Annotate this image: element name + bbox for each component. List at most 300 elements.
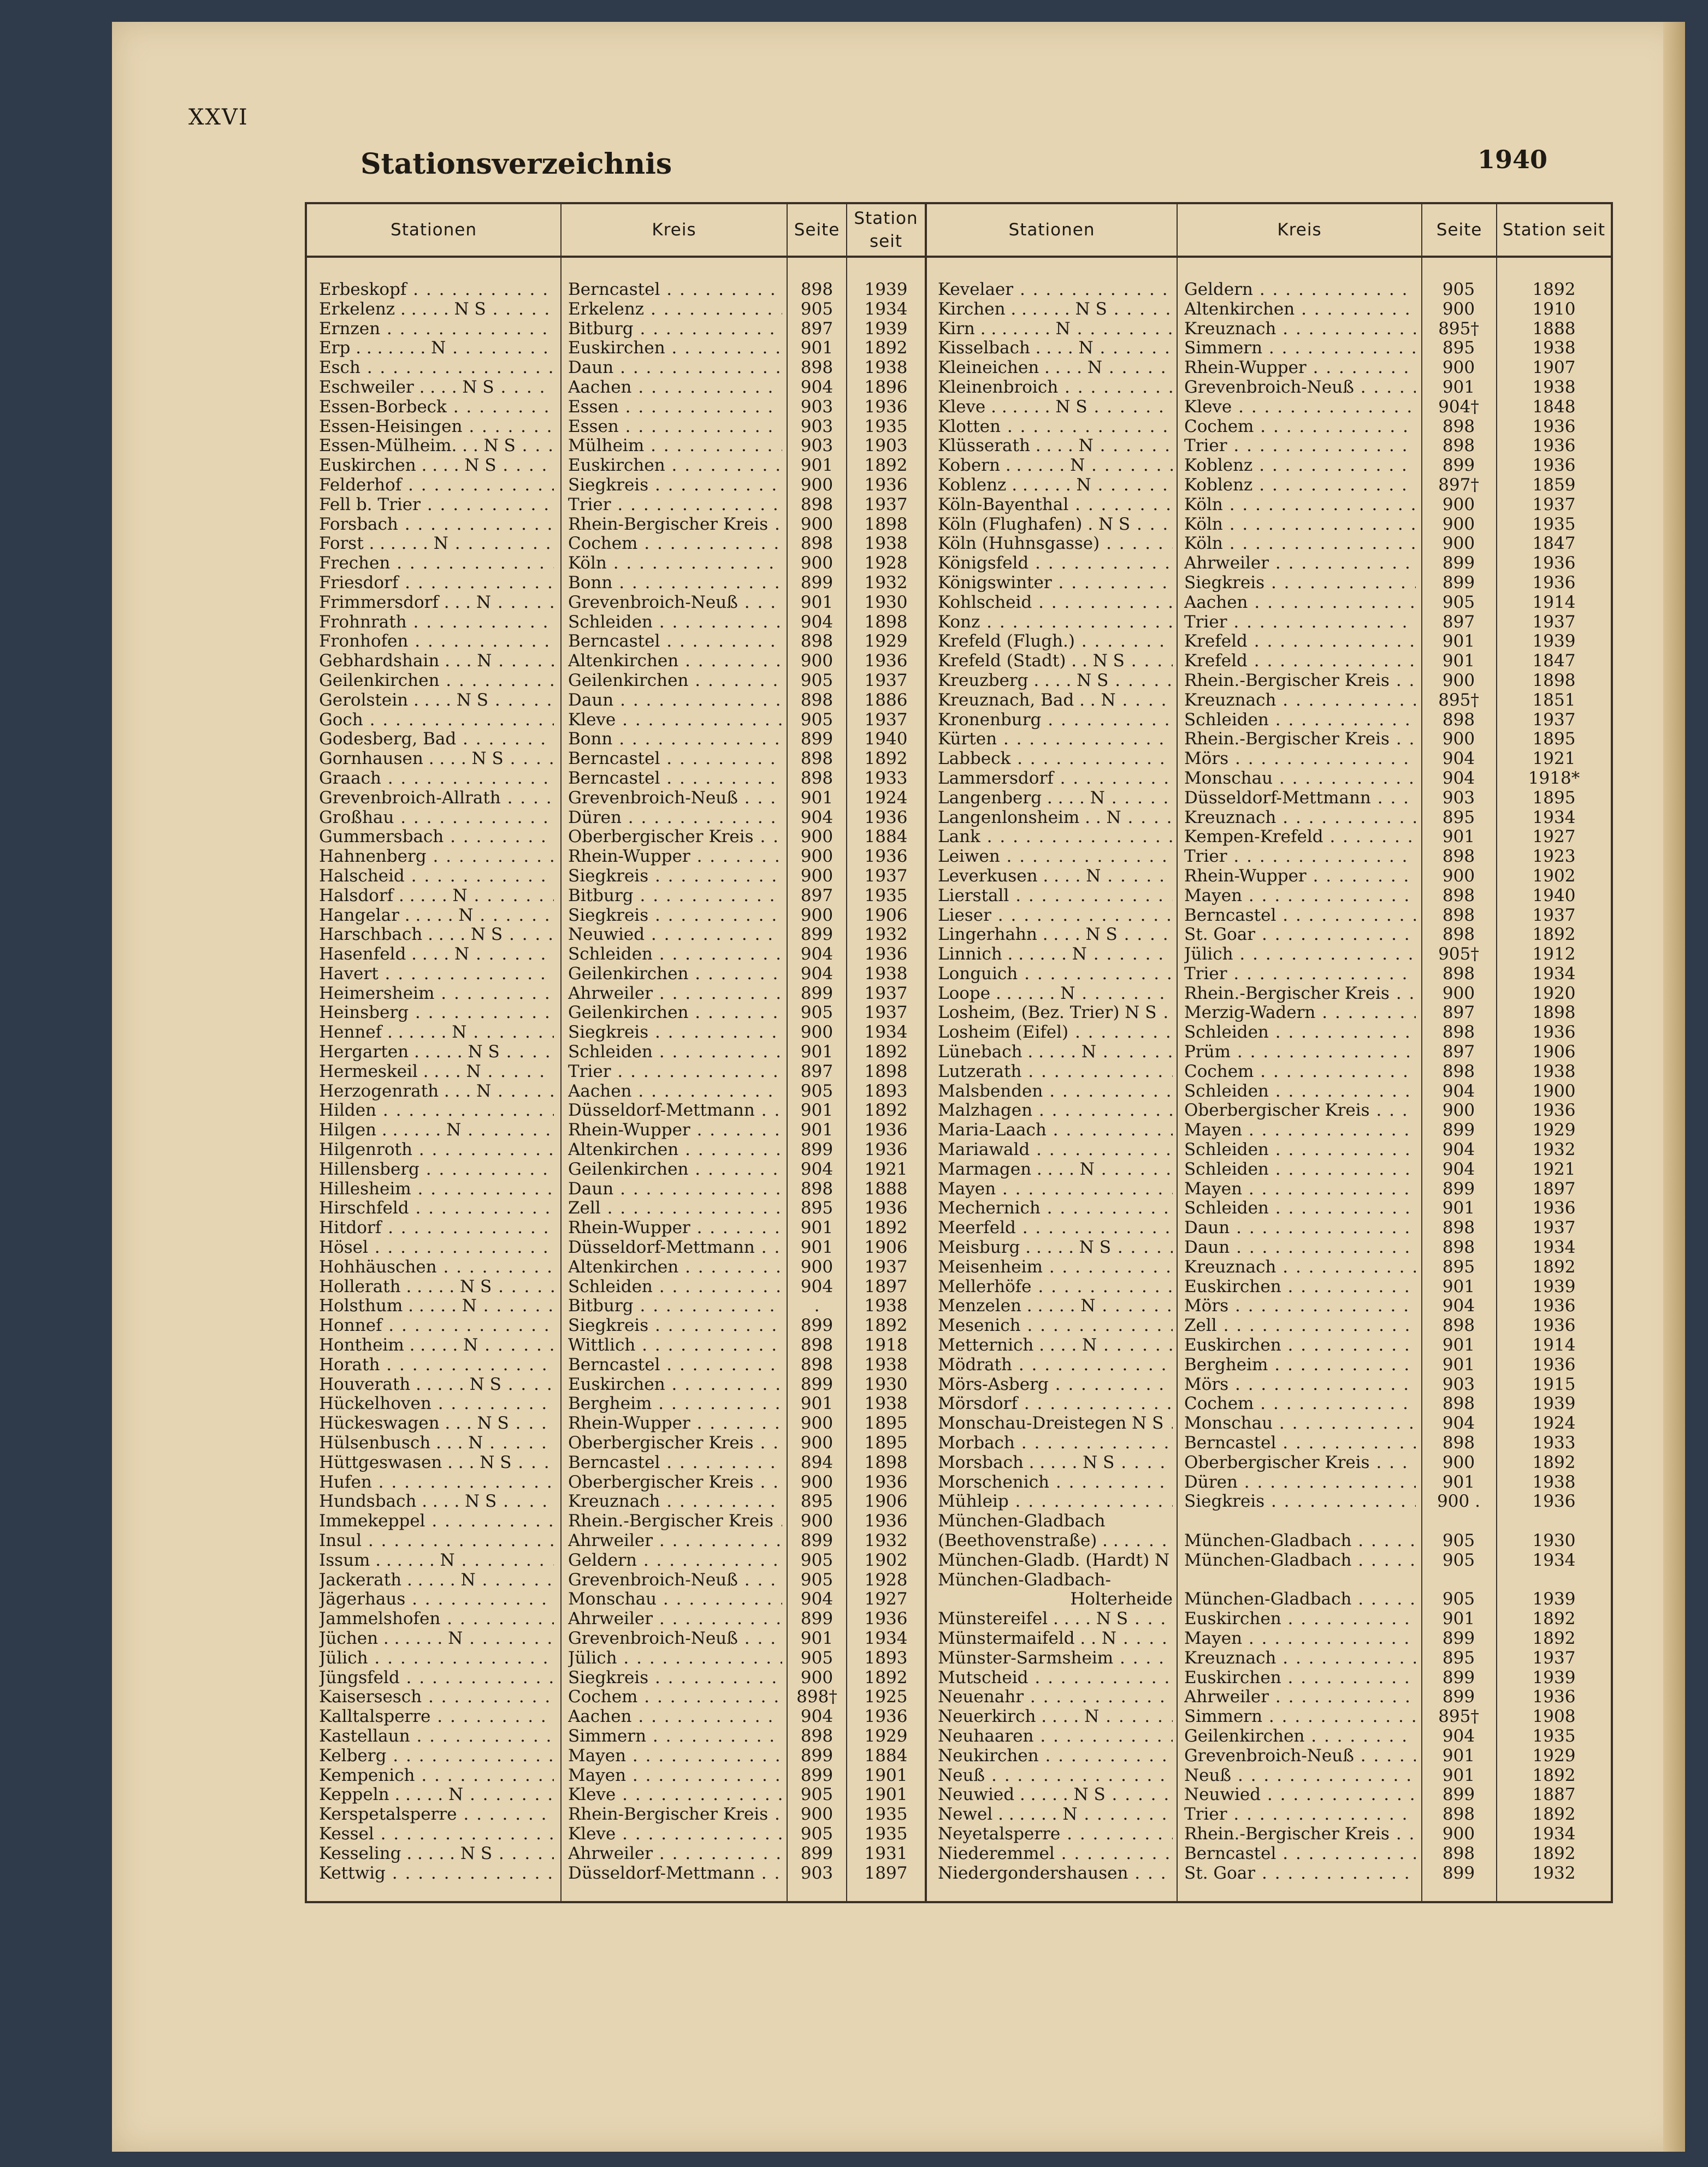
table-row	[927, 1238, 1613, 1257]
table-row	[927, 1668, 1613, 1688]
kreis-name: Berncastel . . .	[568, 749, 782, 768]
kreis-name: Düren . . .	[568, 808, 782, 827]
kreis-name: Kreuznach . . .	[568, 1491, 782, 1511]
station-seit-value: 1895	[1532, 729, 1576, 749]
station-name: Mellerhöfe . . .	[938, 1277, 1173, 1296]
station-name: Kaisersesch . . .	[319, 1687, 554, 1707]
kreis-name: Bitburg . . .	[568, 886, 782, 905]
kreis-name: Rhein-Wupper . . .	[568, 1218, 782, 1238]
seite-value: 895	[1442, 338, 1475, 358]
station-seit-value: 1892	[864, 455, 908, 476]
table-row	[927, 1687, 1613, 1707]
seite-value: 903	[800, 436, 834, 456]
station-name: Gerolstein . . . . N S . . .	[319, 690, 554, 710]
seite-value: 901	[800, 1238, 834, 1258]
station-name: Neuwied . . . . . N S . . .	[938, 1785, 1173, 1804]
table-row	[307, 1844, 925, 1863]
station-name: Kisselbach . . . . N . . .	[938, 338, 1173, 358]
station-seit-value: 1933	[864, 768, 908, 788]
station-seit-value: 1914	[1532, 1335, 1576, 1355]
table-row	[927, 1550, 1613, 1570]
station-seit-value: 1935	[864, 1804, 908, 1825]
seite-value: 905	[1442, 280, 1475, 299]
station-name: Kleineichen . . . . N . . .	[938, 358, 1173, 377]
station-seit-value: 1888	[1532, 318, 1576, 339]
station-name: Malzhagen . . .	[938, 1100, 1173, 1120]
station-seit-value: 1938	[864, 534, 908, 554]
table-row	[307, 925, 925, 944]
station-seit-value: 1937	[864, 983, 908, 1003]
station-name: Gebhardshain . . . N . . .	[319, 651, 554, 671]
table-row	[307, 1766, 925, 1785]
table-row	[927, 1394, 1613, 1413]
station-name: Hontheim . . . . . N . . .	[319, 1335, 554, 1355]
kreis-name: Simmern . . .	[1184, 1707, 1416, 1726]
kreis-name: Zell . . .	[568, 1198, 782, 1218]
kreis-name: Kleve . . .	[1184, 397, 1416, 417]
station-seit-value: 1932	[864, 572, 908, 593]
seite-value: 899	[1442, 1863, 1475, 1883]
kreis-name: Berncastel . . .	[568, 1453, 782, 1472]
seite-value: 905	[800, 1648, 834, 1668]
station-seit-value: 1936	[1532, 553, 1576, 573]
table-row	[927, 1316, 1613, 1335]
station-name: Monschau-Dreistegen N S . . .	[938, 1413, 1173, 1433]
seite-value: 894	[800, 1452, 834, 1472]
station-seit-value: 1936	[1532, 572, 1576, 593]
seite-value: 904†	[1438, 396, 1479, 417]
kreis-name: Mayen . . .	[568, 1766, 782, 1785]
station-name: Kirchen . . . . . . N S . . .	[938, 299, 1173, 319]
seite-value: 898	[1442, 1061, 1475, 1081]
station-seit-value: 1936	[1532, 416, 1576, 436]
kreis-name: München-Gladbach . . .	[1184, 1550, 1416, 1570]
station-name: Neuß . . .	[938, 1766, 1173, 1785]
seite-value: 898	[1442, 709, 1475, 730]
station-name: Kirn . . . . . . . N . . .	[938, 319, 1173, 339]
station-seit-value: 1937	[864, 1003, 908, 1023]
seite-value: 905	[1442, 1589, 1475, 1609]
table-row	[927, 1648, 1613, 1668]
table-row	[927, 710, 1613, 730]
kreis-name: Berncastel . . .	[1184, 905, 1416, 925]
station-name: Euskirchen . . . . N S . . .	[319, 455, 554, 475]
station-seit-value: 1898	[1532, 1003, 1576, 1023]
table-row	[927, 1335, 1613, 1355]
station-name: Heinsberg . . .	[319, 1003, 554, 1022]
seite-value: 898	[1442, 905, 1475, 925]
header-station-seit-right: Station seit	[1502, 220, 1606, 240]
kreis-name: Rhein-Wupper . . .	[1184, 866, 1416, 886]
kreis-name: Aachen . . .	[1184, 593, 1416, 612]
kreis-name: Schleiden . . .	[1184, 1022, 1416, 1042]
station-name: Lünebach . . . . . N . . .	[938, 1042, 1173, 1062]
seite-value: 898	[800, 749, 834, 769]
kreis-name: Siegkreis . . .	[568, 475, 782, 495]
station-name: Halscheid . . .	[319, 866, 554, 886]
station-name: Hösel . . .	[319, 1238, 554, 1257]
seite-value: 905	[800, 1785, 834, 1805]
station-seit-value: 1932	[1532, 1863, 1576, 1883]
seite-value: 897	[1442, 612, 1475, 632]
seite-value: 905†	[1438, 944, 1479, 964]
kreis-name: Wittlich . . .	[568, 1335, 782, 1355]
seite-value: 899	[1442, 1179, 1475, 1199]
seite-value: 899	[800, 1609, 834, 1629]
kreis-name: Jülich . . .	[1184, 944, 1416, 964]
station-seit-value: 1892	[864, 1316, 908, 1336]
seite-value: 904	[1442, 1159, 1475, 1179]
seite-value: 898	[1442, 963, 1475, 984]
seite-value: 898	[1442, 416, 1475, 436]
station-seit-value: 1938	[864, 963, 908, 984]
seite-value: 905	[1442, 592, 1475, 612]
seite-value: 904	[800, 1707, 834, 1727]
station-seit-value: 1937	[864, 494, 908, 514]
station-name: Kleinenbroich . . .	[938, 377, 1173, 397]
station-seit-value: 1910	[1532, 299, 1576, 319]
station-name: Kreuznach, Bad . . N . . .	[938, 690, 1173, 710]
kreis-name: Düsseldorf-Mettmann . . .	[568, 1238, 782, 1257]
station-name: Konz . . .	[938, 612, 1173, 632]
table-row	[307, 1140, 925, 1159]
station-name: Hülsenbusch . . . N . . .	[319, 1433, 554, 1453]
station-name: Hermeskeil . . . . N . . .	[319, 1062, 554, 1081]
table-row	[927, 1472, 1613, 1492]
table-header	[307, 204, 1611, 258]
kreis-name: Rhein.-Bergischer Kreis . . .	[1184, 984, 1416, 1003]
station-seit-value: 1892	[864, 338, 908, 358]
table-row	[307, 1100, 925, 1120]
seite-value: 899	[1442, 1667, 1475, 1688]
table-row	[307, 1433, 925, 1453]
table-row	[307, 1062, 925, 1081]
table-row	[927, 1726, 1613, 1746]
station-seit-value: 1906	[864, 905, 908, 925]
station-name: Hahnenberg . . .	[319, 846, 554, 866]
seite-value: 905	[1442, 1550, 1475, 1570]
kreis-name: Kleve . . .	[568, 1824, 782, 1844]
station-name: Havert . . .	[319, 964, 554, 984]
station-seit-value: 1930	[864, 1374, 908, 1394]
station-name: Hufen . . .	[319, 1472, 554, 1492]
table-row	[927, 1081, 1613, 1101]
station-seit-value: 1934	[1532, 807, 1576, 827]
kreis-name: Merzig-Wadern . . .	[1184, 1003, 1416, 1022]
station-seit-value: 1892	[1532, 280, 1576, 299]
header-stationen-right: Stationen	[1008, 220, 1095, 240]
station-seit-value: 1896	[864, 377, 908, 397]
table-row	[307, 671, 925, 690]
table-row	[927, 299, 1613, 319]
book-spine	[1663, 22, 1685, 2152]
seite-value: 898	[800, 1354, 834, 1375]
table-row	[307, 788, 925, 808]
table-row	[927, 1844, 1613, 1863]
station-name: Jackerath . . . . . N . . .	[319, 1570, 554, 1590]
table-row	[927, 1453, 1613, 1472]
kreis-name: Trier . . .	[568, 495, 782, 514]
kreis-name: Geilenkirchen . . .	[568, 964, 782, 984]
table-row	[307, 1746, 925, 1766]
kreis-name: Kreuznach . . .	[1184, 690, 1416, 710]
station-name: Klüsserath . . . . N . . .	[938, 436, 1173, 455]
station-name: Königswinter . . .	[938, 573, 1173, 593]
table-row	[927, 1766, 1613, 1785]
seite-value: 900	[800, 1804, 834, 1825]
kreis-name: Siegkreis . . .	[568, 905, 782, 925]
seite-value: 900	[1442, 1452, 1475, 1472]
station-seit-value: 1933	[1532, 1433, 1576, 1453]
kreis-name: Schleiden . . .	[1184, 1198, 1416, 1218]
station-seit-value: 1939	[864, 280, 908, 299]
station-seit-value: 1927	[1532, 827, 1576, 847]
seite-value: 900	[800, 1413, 834, 1434]
seite-value: 904	[800, 944, 834, 964]
table-row	[307, 1726, 925, 1746]
kreis-name: Geilenkirchen . . .	[568, 1159, 782, 1179]
station-name: Kessel . . .	[319, 1824, 554, 1844]
table-row	[927, 475, 1613, 495]
station-name: Neuhaaren . . .	[938, 1726, 1173, 1746]
table-row	[927, 1100, 1613, 1120]
table-row	[307, 1707, 925, 1726]
seite-value: 903	[1442, 788, 1475, 808]
station-seit-value: 1887	[1532, 1785, 1576, 1805]
station-name: Maria-Laach . . .	[938, 1120, 1173, 1140]
station-name: Malsbenden . . .	[938, 1081, 1173, 1101]
table-row	[307, 1648, 925, 1668]
station-name: Niederemmel . . .	[938, 1844, 1173, 1863]
kreis-name: Siegkreis . . .	[1184, 573, 1416, 593]
station-name: Godesberg, Bad . . .	[319, 729, 554, 749]
kreis-name: Altenkirchen . . .	[568, 1140, 782, 1159]
station-seit-value: 1936	[864, 944, 908, 964]
station-seit-value: 1921	[1532, 749, 1576, 769]
table-row	[307, 905, 925, 925]
kreis-name: Bitburg . . .	[568, 319, 782, 339]
kreis-name: Trier . . .	[1184, 436, 1416, 455]
kreis-name: Schleiden . . .	[568, 612, 782, 632]
station-name: Hennef . . . . . . N . . .	[319, 1022, 554, 1042]
kreis-name: Essen . . .	[568, 397, 782, 417]
station-seit-value: 1901	[864, 1765, 908, 1785]
table-row	[307, 710, 925, 730]
kreis-name: Oberbergischer Kreis . . .	[568, 1472, 782, 1492]
table-row	[307, 1120, 925, 1140]
station-name: Felderhof . . .	[319, 475, 554, 495]
station-seit-value: 1934	[864, 1628, 908, 1648]
station-seit-value: 1936	[1532, 1296, 1576, 1316]
table-row	[927, 612, 1613, 632]
kreis-name: Rhein.-Bergischer Kreis . . .	[1184, 671, 1416, 690]
station-seit-value: 1923	[1532, 846, 1576, 867]
table-row	[307, 1589, 925, 1609]
station-table	[305, 202, 1613, 1903]
station-seit-value: 1898	[864, 1452, 908, 1472]
table-row	[307, 1609, 925, 1629]
kreis-name: Siegkreis . . .	[568, 866, 782, 886]
seite-value: 899	[1442, 1628, 1475, 1648]
seite-value: 899	[800, 1531, 834, 1550]
station-seit-value: 1892	[864, 1100, 908, 1121]
station-name: Horath . . .	[319, 1355, 554, 1375]
station-seit-value: 1936	[1532, 1316, 1576, 1336]
table-row	[307, 1785, 925, 1804]
table-row	[307, 612, 925, 632]
table-row	[927, 1218, 1613, 1238]
kreis-name: Bergheim . . .	[568, 1394, 782, 1413]
table-row	[307, 1159, 925, 1179]
station-name: Insul . . .	[319, 1531, 554, 1550]
seite-value: 899	[800, 572, 834, 593]
station-seit-value: 1898	[864, 514, 908, 534]
seite-value: 899	[800, 1140, 834, 1160]
kreis-name: Mayen . . .	[1184, 1629, 1416, 1648]
seite-value: 898	[800, 1335, 834, 1355]
station-seit-value: 1895	[864, 1413, 908, 1434]
table-row	[307, 1296, 925, 1316]
station-seit-value: 1936	[864, 1609, 908, 1629]
station-name: Kohlscheid . . .	[938, 593, 1173, 612]
station-name: München-Gladb. (Hardt) N . . .	[938, 1550, 1173, 1570]
kreis-name: Ahrweiler . . .	[568, 1844, 782, 1863]
station-seit-value: 1937	[1532, 612, 1576, 632]
kreis-name: Essen . . .	[568, 417, 782, 436]
kreis-name: Berncastel . . .	[1184, 1433, 1416, 1453]
station-name: Loope . . . . . . N . . .	[938, 984, 1173, 1003]
station-seit-value: 1940	[1532, 885, 1576, 905]
seite-value: 904	[1442, 1413, 1475, 1434]
table-row	[307, 1453, 925, 1472]
seite-value: 899	[800, 1843, 834, 1863]
station-seit-value: 1897	[864, 1276, 908, 1296]
kreis-name: Daun . . .	[568, 1179, 782, 1199]
station-seit-value: 1929	[864, 631, 908, 652]
kreis-name: Berncastel . . .	[568, 768, 782, 788]
table-row	[927, 593, 1613, 612]
kreis-name: Geldern . . .	[1184, 280, 1416, 299]
station-seit-value: 1884	[864, 1745, 908, 1766]
seite-value: 900	[800, 514, 834, 534]
station-seit-value: 1937	[864, 709, 908, 730]
kreis-name: Siegkreis . . .	[568, 1316, 782, 1335]
table-row	[307, 729, 925, 749]
seite-value: 905	[800, 1823, 834, 1844]
header-seite-left: Seite	[794, 220, 840, 240]
table-row	[307, 1394, 925, 1413]
seite-value: 901	[1442, 1335, 1475, 1355]
table-row	[927, 1179, 1613, 1199]
table-row	[927, 631, 1613, 651]
kreis-name: Monschau . . .	[1184, 1413, 1416, 1433]
table-row	[307, 1277, 925, 1296]
kreis-name: Mayen . . .	[1184, 1120, 1416, 1140]
table-row	[307, 455, 925, 475]
station-name: Jülich . . .	[319, 1648, 554, 1668]
station-name: Erbeskopf . . .	[319, 280, 554, 299]
header-station-seit-left: Station seit	[854, 209, 918, 251]
station-name: Mörs-Asberg . . .	[938, 1375, 1173, 1394]
station-seit-value: 1935	[864, 1823, 908, 1844]
seite-value: 900	[1442, 729, 1475, 749]
kreis-name: Daun . . .	[1184, 1238, 1416, 1257]
station-name: Marmagen . . . . N . . .	[938, 1159, 1173, 1179]
seite-value: 901	[1442, 1276, 1475, 1296]
seite-value: 904	[800, 1159, 834, 1179]
seite-value: 901	[1442, 631, 1475, 652]
station-seit-value: 1937	[864, 866, 908, 886]
station-seit-value: 1906	[1532, 1042, 1576, 1062]
table-row	[307, 768, 925, 788]
header-kreis-left: Kreis	[652, 220, 696, 240]
station-name: Morschenich . . .	[938, 1472, 1173, 1492]
station-seit-value: 1936	[864, 807, 908, 827]
kreis-name: Mörs . . .	[1184, 1375, 1416, 1394]
station-name: Lank . . .	[938, 827, 1173, 846]
station-name: Frechen . . .	[319, 553, 554, 573]
seite-value: 901	[800, 455, 834, 476]
kreis-name: Geilenkirchen . . .	[1184, 1726, 1416, 1746]
kreis-name: Euskirchen . . .	[568, 455, 782, 475]
station-name: Hilgen . . . . . . N . . .	[319, 1120, 554, 1140]
seite-value: 901	[800, 788, 834, 808]
table-row	[927, 866, 1613, 886]
kreis-name: Ahrweiler . . .	[1184, 1687, 1416, 1707]
table-row	[927, 455, 1613, 475]
kreis-name: Siegkreis . . .	[568, 1022, 782, 1042]
kreis-name: Euskirchen . . .	[1184, 1277, 1416, 1296]
kreis-name: Oberbergischer Kreis . . .	[568, 827, 782, 846]
seite-value: 899	[800, 1745, 834, 1766]
seite-value: 900	[800, 827, 834, 847]
station-name: Mörsdorf . . .	[938, 1394, 1173, 1413]
seite-value: 898	[800, 494, 834, 514]
station-seit-value: 1936	[864, 1120, 908, 1140]
seite-value: 898	[800, 534, 834, 554]
seite-value: 898	[1442, 1433, 1475, 1453]
table-row	[927, 651, 1613, 671]
station-seit-value: 1892	[864, 749, 908, 769]
station-seit-value: 1936	[864, 651, 908, 671]
station-seit-value: 1906	[864, 1238, 908, 1258]
station-seit-value: 1892	[864, 1218, 908, 1238]
station-seit-value: 1918	[864, 1335, 908, 1355]
table-row	[307, 1375, 925, 1394]
station-seit-value: 1929	[864, 1726, 908, 1746]
station-name: Lieser . . .	[938, 905, 1173, 925]
kreis-name: Berncastel . . .	[568, 280, 782, 299]
kreis-name: Kreuznach . . .	[1184, 1257, 1416, 1277]
kreis-name: Düsseldorf-Mettmann . . .	[568, 1863, 782, 1883]
table-row	[927, 1570, 1613, 1590]
station-name: Kevelaer . . .	[938, 280, 1173, 299]
seite-value: 899	[800, 729, 834, 749]
station-name: Jüngsfeld . . .	[319, 1668, 554, 1688]
station-seit-value: 1847	[1532, 534, 1576, 554]
kreis-name: Mayen . . .	[568, 1746, 782, 1766]
kreis-name: Mörs . . .	[1184, 1296, 1416, 1316]
seite-value: 895†	[1438, 318, 1479, 339]
table-row	[307, 417, 925, 436]
station-seit-value: 1936	[864, 1140, 908, 1160]
kreis-name: Rhein-Wupper . . .	[568, 1413, 782, 1433]
kreis-name: Bonn . . .	[568, 729, 782, 749]
station-name: Ernzen . . .	[319, 319, 554, 339]
header-kreis-right: Kreis	[1277, 220, 1322, 240]
kreis-name: Bergheim . . .	[1184, 1355, 1416, 1375]
kreis-name: Oberbergischer Kreis . . .	[568, 1433, 782, 1453]
